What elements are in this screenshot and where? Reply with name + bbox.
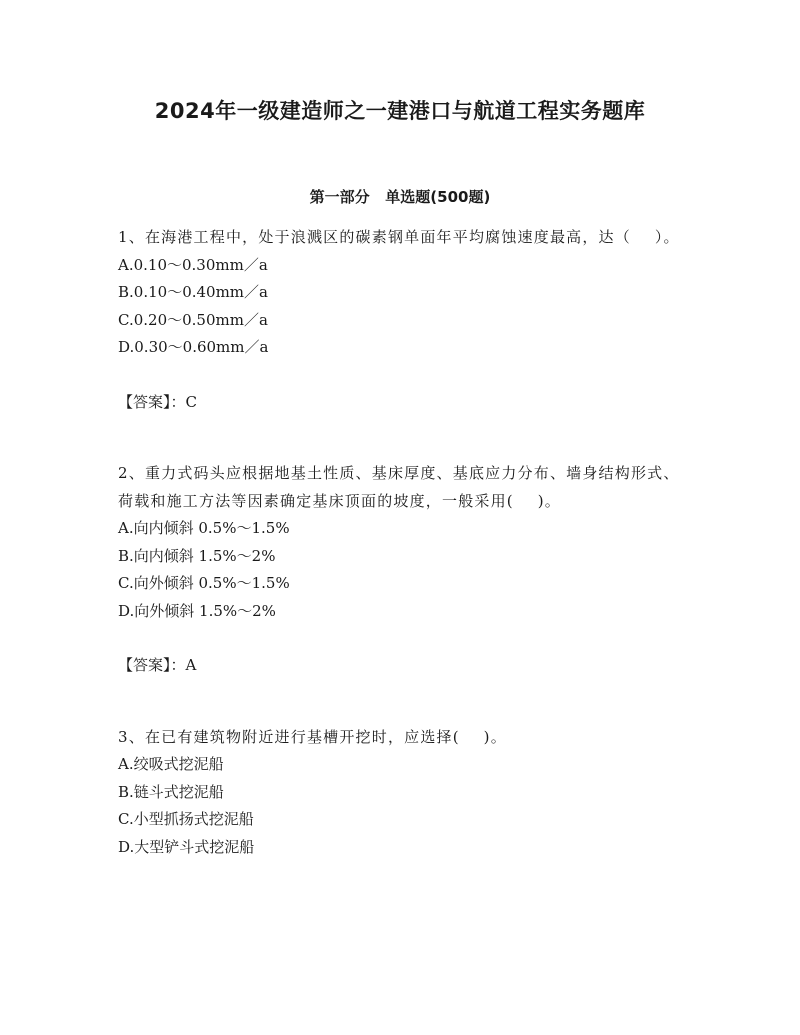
answer-line: 【答案】：C bbox=[118, 392, 197, 411]
question-2 bbox=[118, 460, 688, 680]
question-text: 2、重力式码头应根据地基土性质、基床厚度、基底应力分布、墙身结构形式、荷载和施工方法等因素确定基床顶面的坡度，一般采用( )。 bbox=[118, 464, 680, 510]
option-a: A.绞吸式挖泥船 bbox=[118, 755, 224, 773]
answer-line: 【答案】：A bbox=[118, 656, 197, 674]
question-text: 1、在海港工程中，处于浪溅区的碳素钢单面年平均腐蚀速度最高，达（ ）。 bbox=[118, 228, 680, 246]
spacer bbox=[118, 680, 688, 724]
option-b: B.0.10～0.40mm／a bbox=[118, 283, 268, 301]
section-title: 第一部分 单选题(500题) bbox=[309, 188, 491, 206]
option-c: C.小型抓扬式挖泥船 bbox=[118, 810, 254, 828]
option-list bbox=[118, 515, 688, 625]
option-d: D.大型铲斗式挖泥船 bbox=[118, 837, 255, 856]
option-list bbox=[118, 751, 688, 861]
question-1 bbox=[118, 224, 688, 416]
question-3 bbox=[118, 724, 688, 862]
question-text: 3、在已有建筑物附近进行基槽开挖时，应选择( )。 bbox=[118, 727, 507, 746]
question-list bbox=[118, 224, 688, 861]
document-title: 2024年一级建造师之一建港口与航道工程实务题库 bbox=[154, 99, 646, 123]
option-c: C.0.20～0.50mm／a bbox=[118, 310, 268, 329]
option-c: C.向外倾斜 0.5%～1.5% bbox=[118, 574, 290, 592]
option-b: B.链斗式挖泥船 bbox=[118, 782, 224, 801]
option-b: B.向内倾斜 1.5%～2% bbox=[118, 546, 276, 565]
option-a: A.向内倾斜 0.5%～1.5% bbox=[118, 519, 290, 537]
option-a: A.0.10～0.30mm／a bbox=[118, 255, 268, 274]
option-list bbox=[118, 252, 688, 362]
option-d: D.0.30～0.60mm／a bbox=[118, 338, 269, 356]
spacer bbox=[118, 416, 688, 460]
option-d: D.向外倾斜 1.5%～2% bbox=[118, 601, 276, 620]
